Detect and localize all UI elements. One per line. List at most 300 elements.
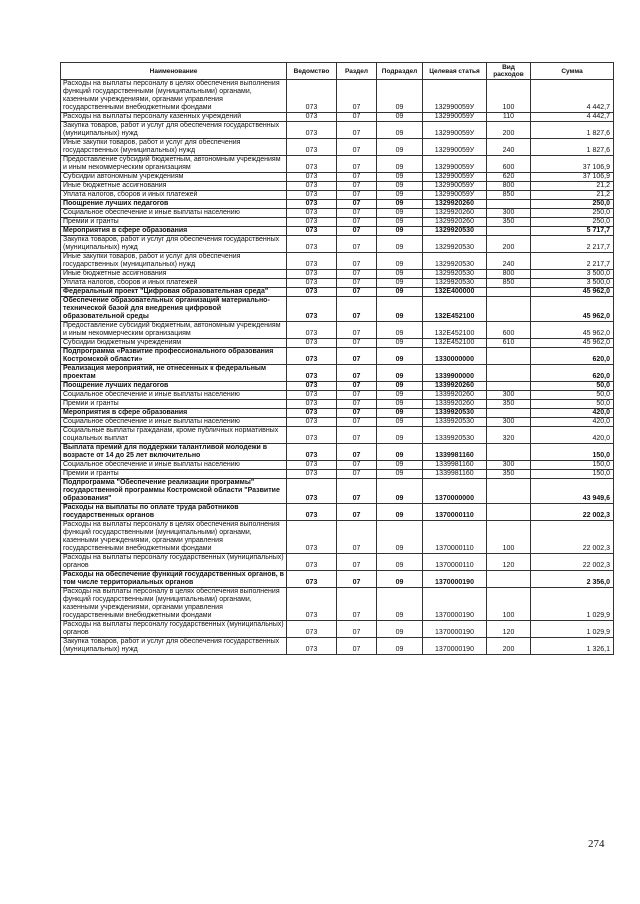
row-celevaya-statya: 1370000000 — [423, 479, 487, 504]
row-vedomstvo: 073 — [287, 427, 337, 444]
row-name: Подпрограмма "Обеспечение реализации программы" государственной программы Костромской области "Развитие образования" — [61, 479, 287, 504]
row-vedomstvo: 073 — [287, 191, 337, 200]
row-podrazdel: 09 — [377, 200, 423, 209]
header-celevaya-statya: Целевая статья — [423, 63, 487, 80]
table-row — [61, 391, 614, 400]
row-podrazdel: 09 — [377, 588, 423, 621]
row-razdel: 07 — [337, 391, 377, 400]
row-celevaya-statya: 1339981160 — [423, 461, 487, 470]
row-vedomstvo: 073 — [287, 200, 337, 209]
row-razdel: 07 — [337, 209, 377, 218]
row-podrazdel: 09 — [377, 227, 423, 236]
row-vid-raskhodov — [487, 365, 531, 382]
row-vedomstvo: 073 — [287, 391, 337, 400]
row-vedomstvo: 073 — [287, 218, 337, 227]
row-celevaya-statya: 1329920530 — [423, 227, 487, 236]
row-celevaya-statya: 1329920530 — [423, 270, 487, 279]
row-vedomstvo: 073 — [287, 554, 337, 571]
row-podrazdel: 09 — [377, 297, 423, 322]
table-row — [61, 479, 614, 504]
row-name: Федеральный проект "Цифровая образовательная среда" — [61, 288, 287, 297]
row-vid-raskhodov: 110 — [487, 113, 531, 122]
row-name: Предоставление субсидий бюджетным, автономным учреждениям и иным некоммерческим организациям — [61, 322, 287, 339]
row-name: Социальное обеспечение и иные выплаты населению — [61, 391, 287, 400]
row-razdel: 07 — [337, 113, 377, 122]
row-celevaya-statya: 1339920260 — [423, 382, 487, 391]
row-name: Поощрение лучших педагогов — [61, 382, 287, 391]
row-vedomstvo: 073 — [287, 182, 337, 191]
row-vedomstvo: 073 — [287, 80, 337, 113]
row-podrazdel: 09 — [377, 113, 423, 122]
table-row — [61, 218, 614, 227]
row-vid-raskhodov: 200 — [487, 236, 531, 253]
row-podrazdel: 09 — [377, 470, 423, 479]
row-podrazdel: 09 — [377, 182, 423, 191]
row-razdel: 07 — [337, 253, 377, 270]
row-podrazdel: 09 — [377, 521, 423, 554]
row-vid-raskhodov — [487, 444, 531, 461]
row-vid-raskhodov: 800 — [487, 182, 531, 191]
row-name: Закупка товаров, работ и услуг для обеспечения государственных (муниципальных) нужд — [61, 122, 287, 139]
row-vid-raskhodov — [487, 571, 531, 588]
row-name: Поощрение лучших педагогов — [61, 200, 287, 209]
row-summa: 21,2 — [531, 182, 614, 191]
row-vedomstvo: 073 — [287, 288, 337, 297]
row-celevaya-statya: 132990059У — [423, 80, 487, 113]
row-podrazdel: 09 — [377, 444, 423, 461]
table-row — [61, 418, 614, 427]
table-row — [61, 521, 614, 554]
row-vedomstvo: 073 — [287, 279, 337, 288]
table-row — [61, 554, 614, 571]
row-summa: 45 962,0 — [531, 297, 614, 322]
table-body — [61, 80, 614, 655]
row-podrazdel: 09 — [377, 382, 423, 391]
header-podrazdel: Подраздел — [377, 63, 423, 80]
table-row — [61, 638, 614, 655]
row-name: Предоставление субсидий бюджетным, автономным учреждениям и иным некоммерческим организациям — [61, 156, 287, 173]
row-vedomstvo: 073 — [287, 418, 337, 427]
row-vid-raskhodov: 300 — [487, 461, 531, 470]
row-podrazdel: 09 — [377, 218, 423, 227]
row-razdel: 07 — [337, 382, 377, 391]
row-name: Выплата премий для поддержки талантливой молодежи в возрасте от 14 до 25 лет включительно — [61, 444, 287, 461]
table-row — [61, 227, 614, 236]
row-razdel: 07 — [337, 182, 377, 191]
row-vid-raskhodov — [487, 288, 531, 297]
row-summa: 1 326,1 — [531, 638, 614, 655]
table-row — [61, 200, 614, 209]
row-celevaya-statya: 1339920260 — [423, 391, 487, 400]
row-razdel: 07 — [337, 339, 377, 348]
row-vedomstvo: 073 — [287, 400, 337, 409]
row-vid-raskhodov: 620 — [487, 173, 531, 182]
row-summa: 620,0 — [531, 365, 614, 382]
row-vedomstvo: 073 — [287, 504, 337, 521]
row-celevaya-statya: 1329920260 — [423, 200, 487, 209]
table-header-row — [61, 63, 614, 80]
row-summa: 4 442,7 — [531, 80, 614, 113]
row-name: Уплата налогов, сборов и иных платежей — [61, 191, 287, 200]
row-celevaya-statya: 1370000190 — [423, 588, 487, 621]
row-summa: 420,0 — [531, 418, 614, 427]
row-name: Расходы на выплаты персоналу в целях обеспечения выполнения функций государственными (муниципальными) органами, казенными учреждениями, органами управления государственными внебюджетными фондами — [61, 80, 287, 113]
table-row — [61, 348, 614, 365]
row-name: Расходы на выплаты персоналу в целях обеспечения выполнения функций государственными (муниципальными) органами, казенными учреждениями, органами управления государственными внебюджетными фондами — [61, 588, 287, 621]
row-name: Иные закупки товаров, работ и услуг для обеспечения государственных (муниципальных) нужд — [61, 253, 287, 270]
row-vedomstvo: 073 — [287, 521, 337, 554]
row-podrazdel: 09 — [377, 348, 423, 365]
row-razdel: 07 — [337, 139, 377, 156]
row-vedomstvo: 073 — [287, 339, 337, 348]
table-row — [61, 621, 614, 638]
row-vedomstvo: 073 — [287, 571, 337, 588]
row-vedomstvo: 073 — [287, 470, 337, 479]
table-row — [61, 122, 614, 139]
row-summa: 2 217,7 — [531, 253, 614, 270]
row-razdel: 07 — [337, 270, 377, 279]
row-razdel: 07 — [337, 80, 377, 113]
row-podrazdel: 09 — [377, 209, 423, 218]
row-razdel: 07 — [337, 173, 377, 182]
row-vid-raskhodov: 800 — [487, 270, 531, 279]
row-vedomstvo: 073 — [287, 209, 337, 218]
row-name: Субсидии автономным учреждениям — [61, 173, 287, 182]
row-podrazdel: 09 — [377, 80, 423, 113]
row-podrazdel: 09 — [377, 418, 423, 427]
table-row — [61, 191, 614, 200]
row-celevaya-statya: 132990059У — [423, 122, 487, 139]
table-row — [61, 173, 614, 182]
row-summa: 420,0 — [531, 409, 614, 418]
row-name: Социальные выплаты гражданам, кроме публичных нормативных социальных выплат — [61, 427, 287, 444]
row-name: Расходы на выплаты персоналу государственных (муниципальных) органов — [61, 554, 287, 571]
table-row — [61, 427, 614, 444]
row-name: Социальное обеспечение и иные выплаты населению — [61, 209, 287, 218]
row-celevaya-statya: 1370000110 — [423, 504, 487, 521]
table-row — [61, 270, 614, 279]
row-summa: 37 106,9 — [531, 173, 614, 182]
header-razdel: Раздел — [337, 63, 377, 80]
row-celevaya-statya: 1370000110 — [423, 554, 487, 571]
row-razdel: 07 — [337, 365, 377, 382]
row-vid-raskhodov: 350 — [487, 218, 531, 227]
row-celevaya-statya: 1329920260 — [423, 218, 487, 227]
page-number: 274 — [588, 838, 605, 850]
row-razdel: 07 — [337, 571, 377, 588]
row-razdel: 07 — [337, 288, 377, 297]
row-podrazdel: 09 — [377, 409, 423, 418]
header-vid-raskhodov: Вид расходов — [487, 63, 531, 80]
row-razdel: 07 — [337, 444, 377, 461]
row-razdel: 07 — [337, 409, 377, 418]
row-vid-raskhodov: 300 — [487, 209, 531, 218]
row-razdel: 07 — [337, 521, 377, 554]
row-vid-raskhodov: 320 — [487, 427, 531, 444]
row-vedomstvo: 073 — [287, 270, 337, 279]
table-row — [61, 139, 614, 156]
row-summa: 22 002,3 — [531, 554, 614, 571]
row-vedomstvo: 073 — [287, 322, 337, 339]
row-summa: 420,0 — [531, 427, 614, 444]
row-summa: 43 949,6 — [531, 479, 614, 504]
row-vid-raskhodov: 200 — [487, 122, 531, 139]
row-vedomstvo: 073 — [287, 253, 337, 270]
row-celevaya-statya: 132990059У — [423, 191, 487, 200]
row-vid-raskhodov: 300 — [487, 418, 531, 427]
row-podrazdel: 09 — [377, 288, 423, 297]
table-row — [61, 444, 614, 461]
table-row — [61, 182, 614, 191]
row-summa: 21,2 — [531, 191, 614, 200]
row-summa: 50,0 — [531, 391, 614, 400]
table-row — [61, 288, 614, 297]
row-vid-raskhodov: 100 — [487, 588, 531, 621]
table-row — [61, 113, 614, 122]
row-vid-raskhodov — [487, 409, 531, 418]
row-vid-raskhodov: 200 — [487, 638, 531, 655]
row-vedomstvo: 073 — [287, 227, 337, 236]
row-name: Уплата налогов, сборов и иных платежей — [61, 279, 287, 288]
row-celevaya-statya: 1339920530 — [423, 418, 487, 427]
row-summa: 1 827,6 — [531, 139, 614, 156]
row-podrazdel: 09 — [377, 191, 423, 200]
row-name: Мероприятия в сфере образования — [61, 409, 287, 418]
row-celevaya-statya: 132E452100 — [423, 339, 487, 348]
row-summa: 2 356,0 — [531, 571, 614, 588]
row-summa: 620,0 — [531, 348, 614, 365]
row-summa: 45 962,0 — [531, 339, 614, 348]
budget-table — [60, 62, 614, 655]
row-podrazdel: 09 — [377, 122, 423, 139]
row-razdel: 07 — [337, 418, 377, 427]
row-razdel: 07 — [337, 638, 377, 655]
row-razdel: 07 — [337, 470, 377, 479]
row-celevaya-statya: 132E452100 — [423, 322, 487, 339]
row-summa: 37 106,9 — [531, 156, 614, 173]
row-summa: 4 442,7 — [531, 113, 614, 122]
row-celevaya-statya: 1330000000 — [423, 348, 487, 365]
row-razdel: 07 — [337, 400, 377, 409]
row-celevaya-statya: 132990059У — [423, 139, 487, 156]
table-row — [61, 297, 614, 322]
row-vid-raskhodov — [487, 200, 531, 209]
row-podrazdel: 09 — [377, 400, 423, 409]
row-vedomstvo: 073 — [287, 382, 337, 391]
row-summa: 1 827,6 — [531, 122, 614, 139]
row-podrazdel: 09 — [377, 504, 423, 521]
row-podrazdel: 09 — [377, 365, 423, 382]
row-podrazdel: 09 — [377, 391, 423, 400]
row-summa: 1 029,9 — [531, 588, 614, 621]
row-vedomstvo: 073 — [287, 638, 337, 655]
row-razdel: 07 — [337, 504, 377, 521]
table-row — [61, 382, 614, 391]
row-celevaya-statya: 1339981160 — [423, 470, 487, 479]
row-summa: 150,0 — [531, 461, 614, 470]
row-name: Расходы на выплаты персоналу в целях обеспечения выполнения функций государственными (муниципальными) органами, казенными учреждениями, органами управления государственными внебюджетными фондами — [61, 521, 287, 554]
row-celevaya-statya: 1370000190 — [423, 571, 487, 588]
row-razdel: 07 — [337, 279, 377, 288]
row-summa: 2 217,7 — [531, 236, 614, 253]
row-summa: 1 029,9 — [531, 621, 614, 638]
row-celevaya-statya: 1339981160 — [423, 444, 487, 461]
row-vedomstvo: 073 — [287, 173, 337, 182]
row-razdel: 07 — [337, 218, 377, 227]
row-podrazdel: 09 — [377, 571, 423, 588]
header-vedomstvo: Ведомство — [287, 63, 337, 80]
row-summa: 3 500,0 — [531, 270, 614, 279]
header-summa: Сумма — [531, 63, 614, 80]
row-vedomstvo: 073 — [287, 588, 337, 621]
row-name: Расходы на выплаты персоналу государственных (муниципальных) органов — [61, 621, 287, 638]
table-row — [61, 504, 614, 521]
row-name: Социальное обеспечение и иные выплаты населению — [61, 461, 287, 470]
row-razdel: 07 — [337, 322, 377, 339]
row-name: Обеспечение образовательных организаций материально-технической базой для внедрения цифровой образовательной среды — [61, 297, 287, 322]
row-vid-raskhodov: 240 — [487, 253, 531, 270]
row-razdel: 07 — [337, 621, 377, 638]
row-celevaya-statya: 1329920530 — [423, 236, 487, 253]
row-vid-raskhodov: 120 — [487, 621, 531, 638]
row-podrazdel: 09 — [377, 339, 423, 348]
table-row — [61, 470, 614, 479]
table-row — [61, 322, 614, 339]
row-razdel: 07 — [337, 227, 377, 236]
row-vid-raskhodov — [487, 297, 531, 322]
row-vedomstvo: 073 — [287, 236, 337, 253]
row-vid-raskhodov: 120 — [487, 554, 531, 571]
row-name: Премии и гранты — [61, 218, 287, 227]
row-celevaya-statya: 1339900000 — [423, 365, 487, 382]
row-vid-raskhodov: 850 — [487, 279, 531, 288]
row-celevaya-statya: 1329920530 — [423, 279, 487, 288]
row-name: Социальное обеспечение и иные выплаты населению — [61, 418, 287, 427]
row-celevaya-statya: 132990059У — [423, 173, 487, 182]
row-vedomstvo: 073 — [287, 122, 337, 139]
row-vid-raskhodov: 240 — [487, 139, 531, 156]
row-podrazdel: 09 — [377, 173, 423, 182]
row-razdel: 07 — [337, 427, 377, 444]
row-vid-raskhodov: 610 — [487, 339, 531, 348]
row-podrazdel: 09 — [377, 253, 423, 270]
row-razdel: 07 — [337, 554, 377, 571]
row-razdel: 07 — [337, 122, 377, 139]
table-row — [61, 400, 614, 409]
table-row — [61, 339, 614, 348]
row-razdel: 07 — [337, 297, 377, 322]
row-summa: 250,0 — [531, 218, 614, 227]
row-vedomstvo: 073 — [287, 297, 337, 322]
row-podrazdel: 09 — [377, 139, 423, 156]
row-podrazdel: 09 — [377, 479, 423, 504]
row-vedomstvo: 073 — [287, 348, 337, 365]
row-vid-raskhodov — [487, 479, 531, 504]
row-name: Расходы на выплаты по оплате труда работников государственных органов — [61, 504, 287, 521]
table-row — [61, 253, 614, 270]
row-razdel: 07 — [337, 191, 377, 200]
row-vedomstvo: 073 — [287, 139, 337, 156]
row-name: Закупка товаров, работ и услуг для обеспечения государственных (муниципальных) нужд — [61, 638, 287, 655]
row-razdel: 07 — [337, 200, 377, 209]
row-name: Премии и гранты — [61, 470, 287, 479]
row-razdel: 07 — [337, 479, 377, 504]
row-name: Премии и гранты — [61, 400, 287, 409]
row-razdel: 07 — [337, 348, 377, 365]
row-vid-raskhodov: 350 — [487, 470, 531, 479]
row-celevaya-statya: 1339920530 — [423, 427, 487, 444]
row-vid-raskhodov: 100 — [487, 80, 531, 113]
row-name: Иные закупки товаров, работ и услуг для обеспечения государственных (муниципальных) нужд — [61, 139, 287, 156]
row-vid-raskhodov: 100 — [487, 521, 531, 554]
row-vid-raskhodov: 350 — [487, 400, 531, 409]
row-summa: 22 002,3 — [531, 504, 614, 521]
row-name: Мероприятия в сфере образования — [61, 227, 287, 236]
row-podrazdel: 09 — [377, 427, 423, 444]
row-name: Субсидии бюджетным учреждениям — [61, 339, 287, 348]
row-podrazdel: 09 — [377, 638, 423, 655]
row-razdel: 07 — [337, 588, 377, 621]
row-podrazdel: 09 — [377, 270, 423, 279]
row-summa: 3 500,0 — [531, 279, 614, 288]
row-summa: 22 002,3 — [531, 521, 614, 554]
row-celevaya-statya: 132990059У — [423, 156, 487, 173]
row-summa: 45 962,0 — [531, 322, 614, 339]
row-celevaya-statya: 1329920260 — [423, 209, 487, 218]
row-vid-raskhodov — [487, 227, 531, 236]
row-podrazdel: 09 — [377, 322, 423, 339]
row-name: Реализация мероприятий, не отнесенных к федеральным проектам — [61, 365, 287, 382]
row-podrazdel: 09 — [377, 279, 423, 288]
row-name: Иные бюджетные ассигнования — [61, 182, 287, 191]
row-celevaya-statya: 132990059У — [423, 182, 487, 191]
row-vedomstvo: 073 — [287, 156, 337, 173]
row-vedomstvo: 073 — [287, 621, 337, 638]
table-row — [61, 156, 614, 173]
row-celevaya-statya: 1370000190 — [423, 638, 487, 655]
table-row — [61, 365, 614, 382]
row-name: Подпрограмма «Развитие профессионального образования Костромской области» — [61, 348, 287, 365]
row-vedomstvo: 073 — [287, 365, 337, 382]
row-name: Расходы на обеспечение функций государственных органов, в том числе территориальных органов — [61, 571, 287, 588]
row-vedomstvo: 073 — [287, 409, 337, 418]
row-celevaya-statya: 1329920530 — [423, 253, 487, 270]
table-row — [61, 409, 614, 418]
row-podrazdel: 09 — [377, 236, 423, 253]
row-celevaya-statya: 1370000110 — [423, 521, 487, 554]
row-razdel: 07 — [337, 156, 377, 173]
row-vid-raskhodov — [487, 348, 531, 365]
row-podrazdel: 09 — [377, 156, 423, 173]
row-summa: 50,0 — [531, 400, 614, 409]
row-celevaya-statya: 1339920260 — [423, 400, 487, 409]
table-row — [61, 236, 614, 253]
row-vid-raskhodov: 850 — [487, 191, 531, 200]
row-razdel: 07 — [337, 461, 377, 470]
row-name: Иные бюджетные ассигнования — [61, 270, 287, 279]
row-razdel: 07 — [337, 236, 377, 253]
table-row — [61, 571, 614, 588]
row-vedomstvo: 073 — [287, 444, 337, 461]
row-vedomstvo: 073 — [287, 461, 337, 470]
header-name: Наименование — [61, 63, 287, 80]
row-name: Расходы на выплаты персоналу казенных учреждений — [61, 113, 287, 122]
row-vid-raskhodov: 600 — [487, 322, 531, 339]
row-celevaya-statya: 1370000190 — [423, 621, 487, 638]
row-summa: 5 717,7 — [531, 227, 614, 236]
table-row — [61, 209, 614, 218]
row-podrazdel: 09 — [377, 621, 423, 638]
